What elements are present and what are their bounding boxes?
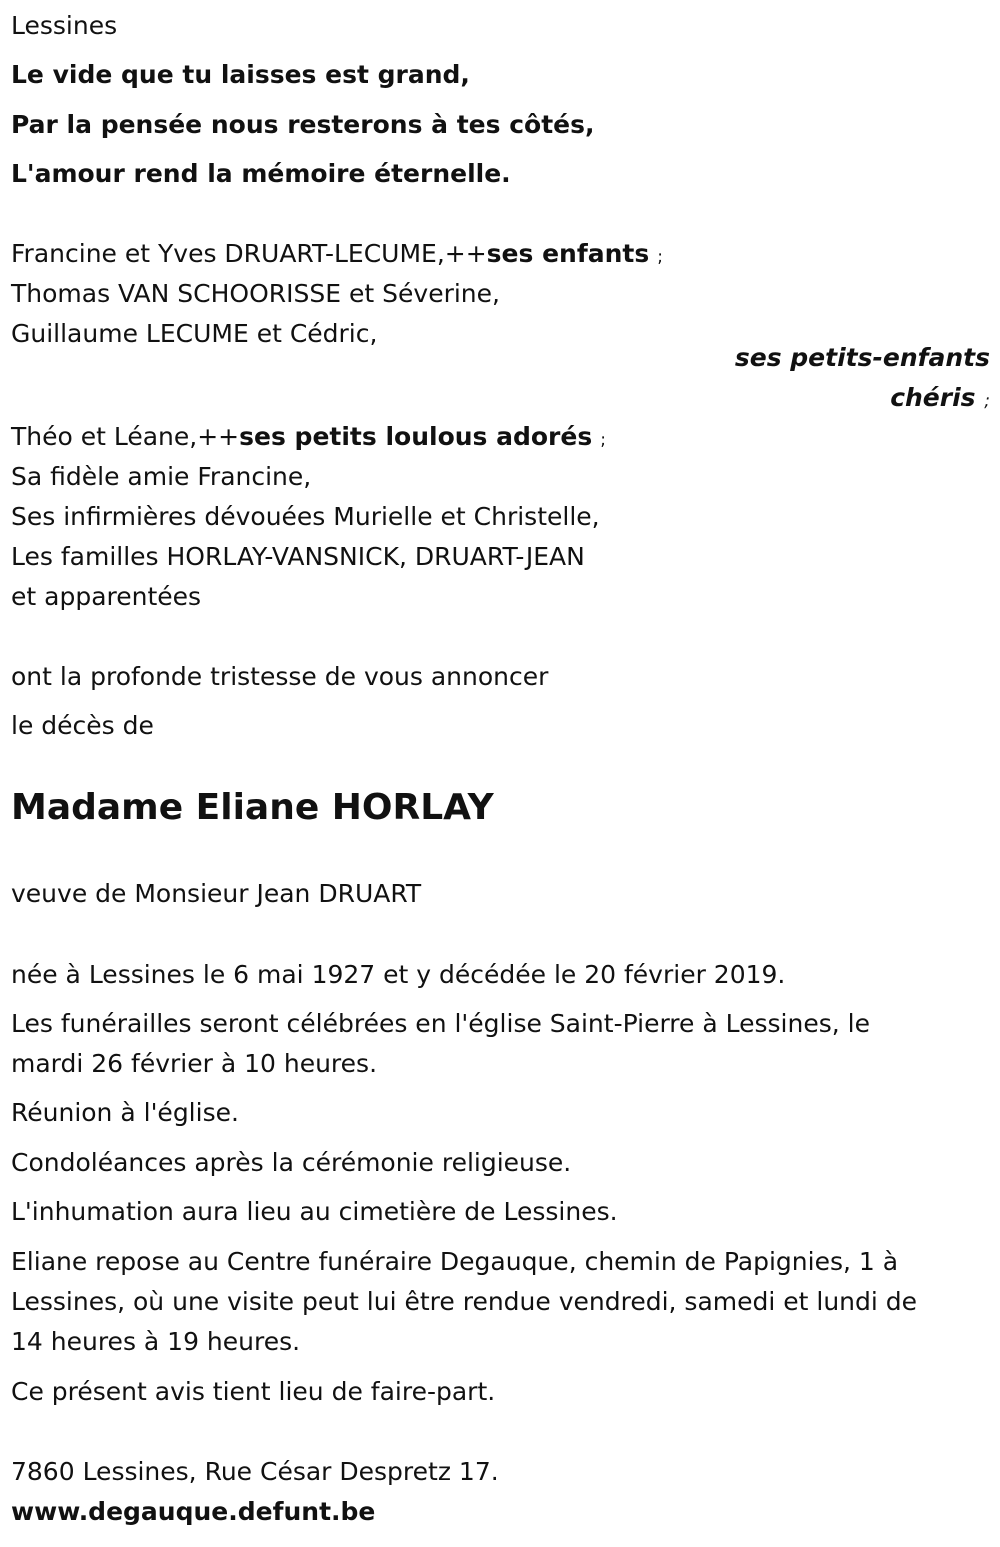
condolences-line: Condoléances après la cérémonie religieuse. bbox=[11, 1148, 572, 1177]
children-line bbox=[11, 234, 663, 277]
great-grandchildren-line bbox=[11, 417, 606, 460]
grandchildren-role-line-1: ses petits-enfants bbox=[734, 343, 990, 372]
rest-line-3: 14 heures à 19 heures. bbox=[11, 1327, 301, 1356]
poem-line-1: Le vide que tu laisses est grand, bbox=[11, 60, 470, 89]
children-role: ses enfants bbox=[486, 239, 650, 268]
related-line: et apparentées bbox=[11, 582, 202, 611]
grandchildren-separator: ; bbox=[984, 391, 990, 411]
grandchildren-role bbox=[735, 338, 990, 421]
poem-line-3: L'amour rend la mémoire éternelle. bbox=[11, 159, 511, 188]
meeting-line: Réunion à l'église. bbox=[11, 1098, 239, 1127]
funeral-line-2: mardi 26 février à 10 heures. bbox=[11, 1049, 378, 1078]
children-names: Francine et Yves DRUART-LECUME,++ bbox=[11, 239, 487, 268]
great-grandchildren-names: Théo et Léane,++ bbox=[11, 422, 240, 451]
funeral-line-1: Les funérailles seront célébrées en l'église Saint-Pierre à Lessines, le bbox=[11, 1009, 870, 1038]
birth-death-line: née à Lessines le 6 mai 1927 et y décédée le 20 février 2019. bbox=[11, 960, 786, 989]
town-label: Lessines bbox=[11, 11, 118, 40]
great-grandchildren-role: ses petits loulous adorés bbox=[239, 422, 593, 451]
rest-line-2: Lessines, où une visite peut lui être rendue vendredi, samedi et lundi de bbox=[11, 1287, 918, 1316]
grandchildren-role-cheris: chéris bbox=[890, 383, 976, 412]
children-separator: ; bbox=[657, 247, 663, 267]
widow-line: veuve de Monsieur Jean DRUART bbox=[11, 879, 422, 908]
grandchild-line-2: Guillaume LECUME et Cédric, bbox=[11, 319, 378, 348]
notice-line: Ce présent avis tient lieu de faire-part. bbox=[11, 1377, 496, 1406]
nurses-line: Ses infirmières dévouées Murielle et Christelle, bbox=[11, 502, 600, 531]
poem-line-2: Par la pensée nous resterons à tes côtés, bbox=[11, 110, 595, 139]
website-link[interactable]: www.degauque.defunt.be bbox=[11, 1497, 376, 1526]
announcement-line-2: le décès de bbox=[11, 711, 154, 740]
great-grandchildren-separator: ; bbox=[600, 430, 606, 450]
address-line: 7860 Lessines, Rue César Despretz 17. bbox=[11, 1457, 499, 1486]
grandchild-line-1: Thomas VAN SCHOORISSE et Séverine, bbox=[11, 279, 500, 308]
announcement-line-1: ont la profonde tristesse de vous annoncer bbox=[11, 662, 549, 691]
families-line: Les familles HORLAY-VANSNICK, DRUART-JEAN bbox=[11, 542, 585, 571]
grandchildren-role-line-2 bbox=[735, 378, 990, 421]
friend-line: Sa fidèle amie Francine, bbox=[11, 462, 312, 491]
burial-line: L'inhumation aura lieu au cimetière de Lessines. bbox=[11, 1197, 618, 1226]
rest-line-1: Eliane repose au Centre funéraire Degauque, chemin de Papignies, 1 à bbox=[11, 1247, 899, 1276]
deceased-name: Madame Eliane HORLAY bbox=[11, 787, 494, 828]
